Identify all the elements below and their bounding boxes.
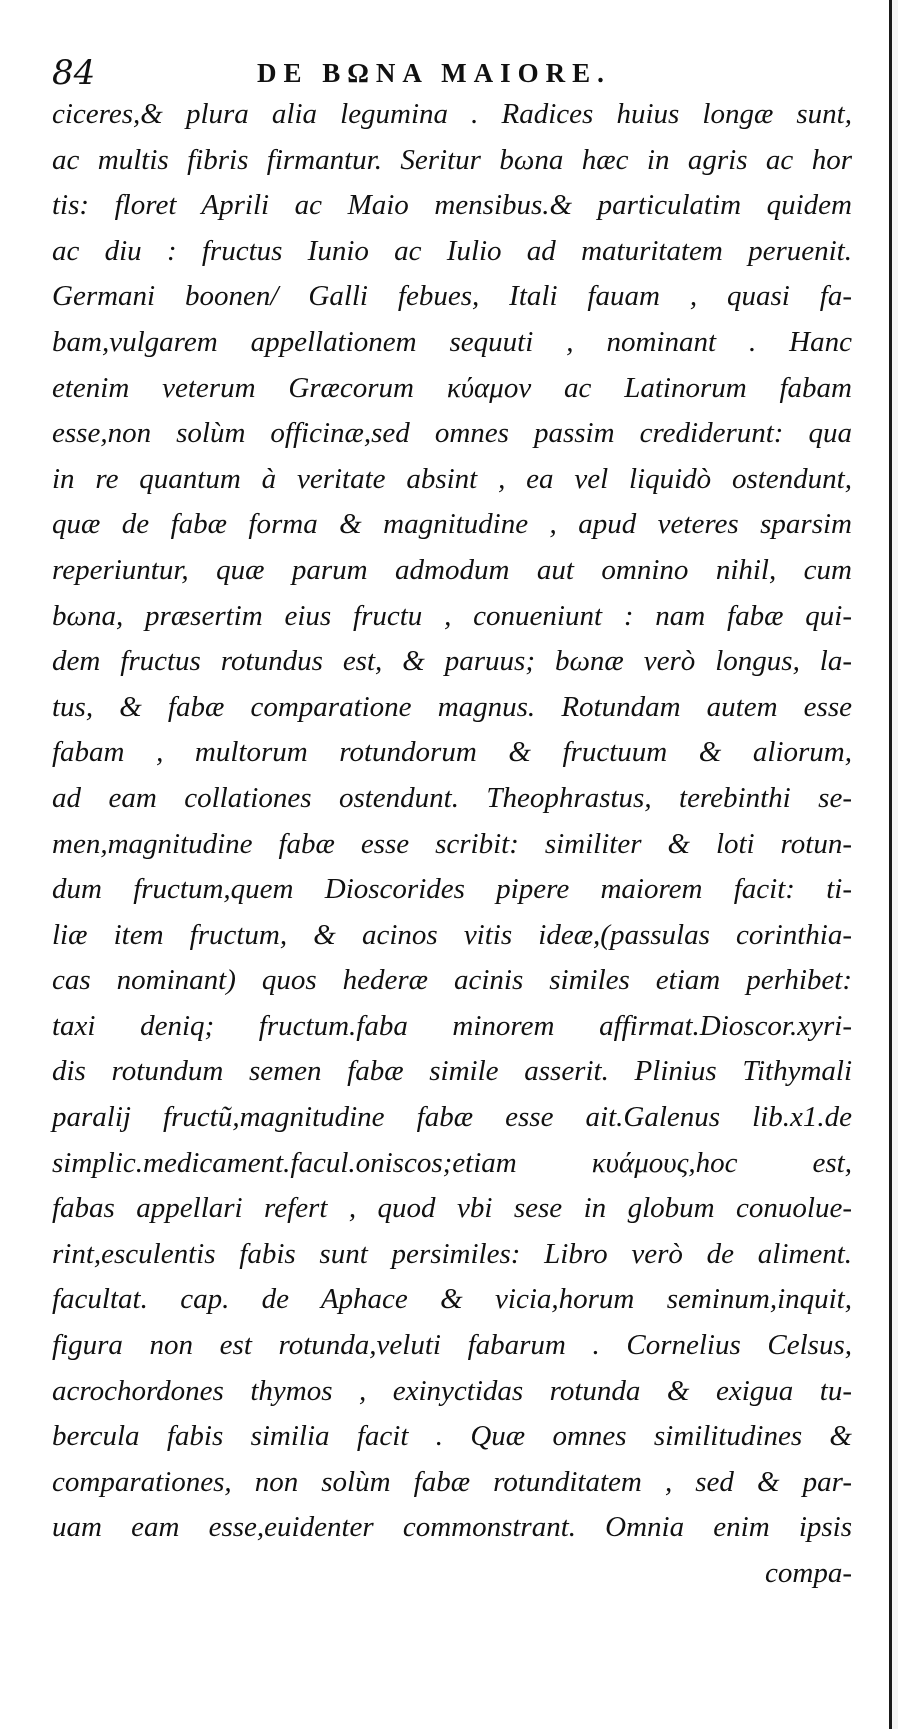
text-line: ad eam collationes ostendunt. Theophrastus, terebinthi se-: [52, 781, 852, 814]
text-line: fabas appellari refert , quod vbi sese in globum conuolue-: [52, 1192, 852, 1225]
text-line: rint,esculentis fabis sunt persimiles: Libro verò de aliment.: [52, 1237, 852, 1270]
text-line: paralij fructũ,magnitudine fabæ esse ait.Galenus lib.x1.de: [52, 1101, 852, 1134]
text-line: reperiuntur, quæ parum admodum aut omnino nihil, cum: [52, 553, 852, 586]
text-line: Germani boonen/ Galli febues, Itali fauam , quasi fa-: [52, 280, 852, 313]
text-line: dum fructum,quem Dioscorides pipere maiorem facit: ti-: [52, 873, 852, 906]
text-line: bercula fabis similia facit . Quæ omnes similitudines &: [52, 1420, 852, 1453]
text-line: esse,non solùm officinæ,sed omnes passim crediderunt: qua: [52, 417, 852, 450]
text-line: in re quantum à veritate absint , ea vel liquidò ostendunt,: [52, 462, 852, 495]
text-line: fabam , multorum rotundorum & fructuum & aliorum,: [52, 736, 852, 769]
page-header: [52, 50, 842, 96]
text-line: comparationes, non solùm fabæ rotunditatem , sed & par-: [52, 1465, 852, 1498]
text-line: ac multis fibris firmantur. Seritur bωna hæc in agris ac hor: [52, 143, 852, 176]
text-line: dis rotundum semen fabæ simile asserit. Plinius Tithymali: [52, 1055, 852, 1088]
text-line: facultat. cap. de Aphace & vicia,horum seminum,inquit,: [52, 1283, 852, 1316]
text-line: uam eam esse,euidenter commonstrant. Omnia enim ipsis: [52, 1511, 852, 1544]
page-number: 84: [52, 53, 96, 93]
text-line: cas nominant) quos hederæ acinis similes etiam perhibet:: [52, 964, 852, 997]
body-text: [52, 92, 852, 1597]
page-edge-line: [889, 0, 892, 1729]
text-line: acrochordones thymos , exinyctidas rotunda & exigua tu-: [52, 1374, 852, 1407]
text-line: ciceres,& plura alia legumina . Radices huius longæ sunt,: [52, 98, 852, 130]
text-line: dem fructus rotundus est, & paruus; bωnæ verò longus, la-: [52, 645, 852, 678]
text-line: tis: floret Aprili ac Maio mensibus.& particulatim quidem: [52, 189, 852, 222]
text-line: etenim veterum Græcorum κύαμον ac Latinorum fabam: [52, 371, 852, 404]
text-line: tus, & fabæ comparatione magnus. Rotundam autem esse: [52, 690, 852, 723]
text-line: figura non est rotunda,veluti fabarum . Cornelius Celsus,: [52, 1329, 852, 1362]
text-line: taxi deniq; fructum.faba minorem affirmat.Dioscor.xyri-: [52, 1009, 852, 1042]
text-line: ac diu : fructus Iunio ac Iulio ad maturitatem peruenit.: [52, 234, 852, 267]
text-line: men,magnitudine fabæ esse scribit: similiter & loti rotun-: [52, 827, 852, 860]
text-line: simplic.medicament.facul.oniscos;etiam κυάμους,hoc est,: [52, 1146, 852, 1179]
text-line: bam,vulgarem appellationem sequuti , nominant . Hanc: [52, 325, 852, 358]
catchword: compa-: [765, 1557, 852, 1589]
text-line: bωna, præsertim eius fructu , conueniunt : nam fabæ qui-: [52, 599, 852, 632]
text-line: quæ de fabæ forma & magnitudine , apud veteres sparsim: [52, 508, 852, 541]
page-edge-shadow: [892, 0, 898, 1729]
running-title: DE BΩNA MAIORE.: [257, 58, 611, 88]
text-line: liæ item fructum, & acinos vitis ideæ,(passulas corinthia-: [52, 918, 852, 951]
